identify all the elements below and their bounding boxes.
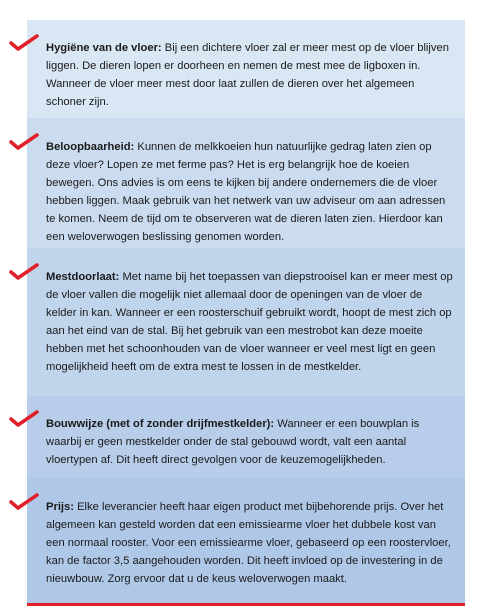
criterion-mestdoorlaat [27,248,465,396]
criterion-heading: Hygiëne van de vloer: [46,42,162,54]
criterion-body: Bij een dichtere vloer zal er meer mest op de vloer blijven liggen. De dieren lopen er doorheen en nemen de mest mee de ligboxen in. Wanneer de vloer meer mest door laat zullen de dieren over het algemeen schoner zijn. [46,42,449,108]
criterion-text [46,138,455,246]
criterion-text [46,268,455,376]
criterion-body: Met name bij het toepassen van diepstrooisel kan er meer mest op de vloer vallen die mogelijk niet allemaal door de openingen van de vloer de kelder in kan. Wanneer er een roosterschuif gebruikt wordt, hoopt de mest zich op aan het eind van de stal. Bij het gebruik van een mestrobot kan deze moeite hebben met het schoonhouden van de vloer wanneer er veel mest ligt en geen mogelijkheid heeft om de extra mest te lossen in de mestkelder. [46,271,453,373]
red-checkmark-icon [9,410,39,428]
criterion-heading: Mestdoorlaat: [46,271,120,283]
criteria-panel [27,20,465,606]
criterion-heading: Beloopbaarheid: [46,141,135,153]
red-checkmark-icon [9,493,39,511]
red-checkmark-icon [9,133,39,151]
criterion-body: Elke leverancier heeft haar eigen product met bijbehorende prijs. Over het algemeen kan gesteld worden dat een emissiearme vloer het dubbele kost van een normaal rooster. Voor een emissiearme vloer, gebaseerd op een roostervloer, kan de factor 3,5 aangehouden worden. Dit heeft invloed op de investering in de nieuwbouw. Zorg ervoor dat u de keus weloverwogen maakt. [46,501,451,585]
criterion-prijs [27,478,465,606]
criterion-heading: Bouwwijze (met of zonder drijfmestkelder): [46,418,275,430]
red-checkmark-icon [9,34,39,52]
criterion-hygiene [27,20,465,118]
criterion-text [46,415,455,469]
criterion-body: Wanneer er een bouwplan is waarbij er geen mestkelder onder de stal gebouwd wordt, valt een aantal vloertypen af. Dit heeft direct gevolgen voor de keuzemogelijkheden. [46,418,420,466]
criterion-beloopbaarheid [27,118,465,248]
criterion-text [46,39,455,111]
criterion-body: Kunnen de melkkoeien hun natuurlijke gedrag laten zien op deze vloer? Lopen ze met ferme pas? Het is erg belangrijk hoe de koeien bewegen. Ons advies is om eens te kijken bij andere ondernemers die de vloer hebben liggen. Maak gebruik van het netwerk van uw adviseur om aan adressen te komen. Neem de tijd om te observeren wat de dieren laten zien. Hierdoor kan een weloverwogen beslissing genomen worden. [46,141,446,243]
criterion-text [46,498,455,588]
criterion-heading: Prijs: [46,501,74,513]
red-checkmark-icon [9,263,39,281]
criterion-bouwwijze [27,396,465,478]
